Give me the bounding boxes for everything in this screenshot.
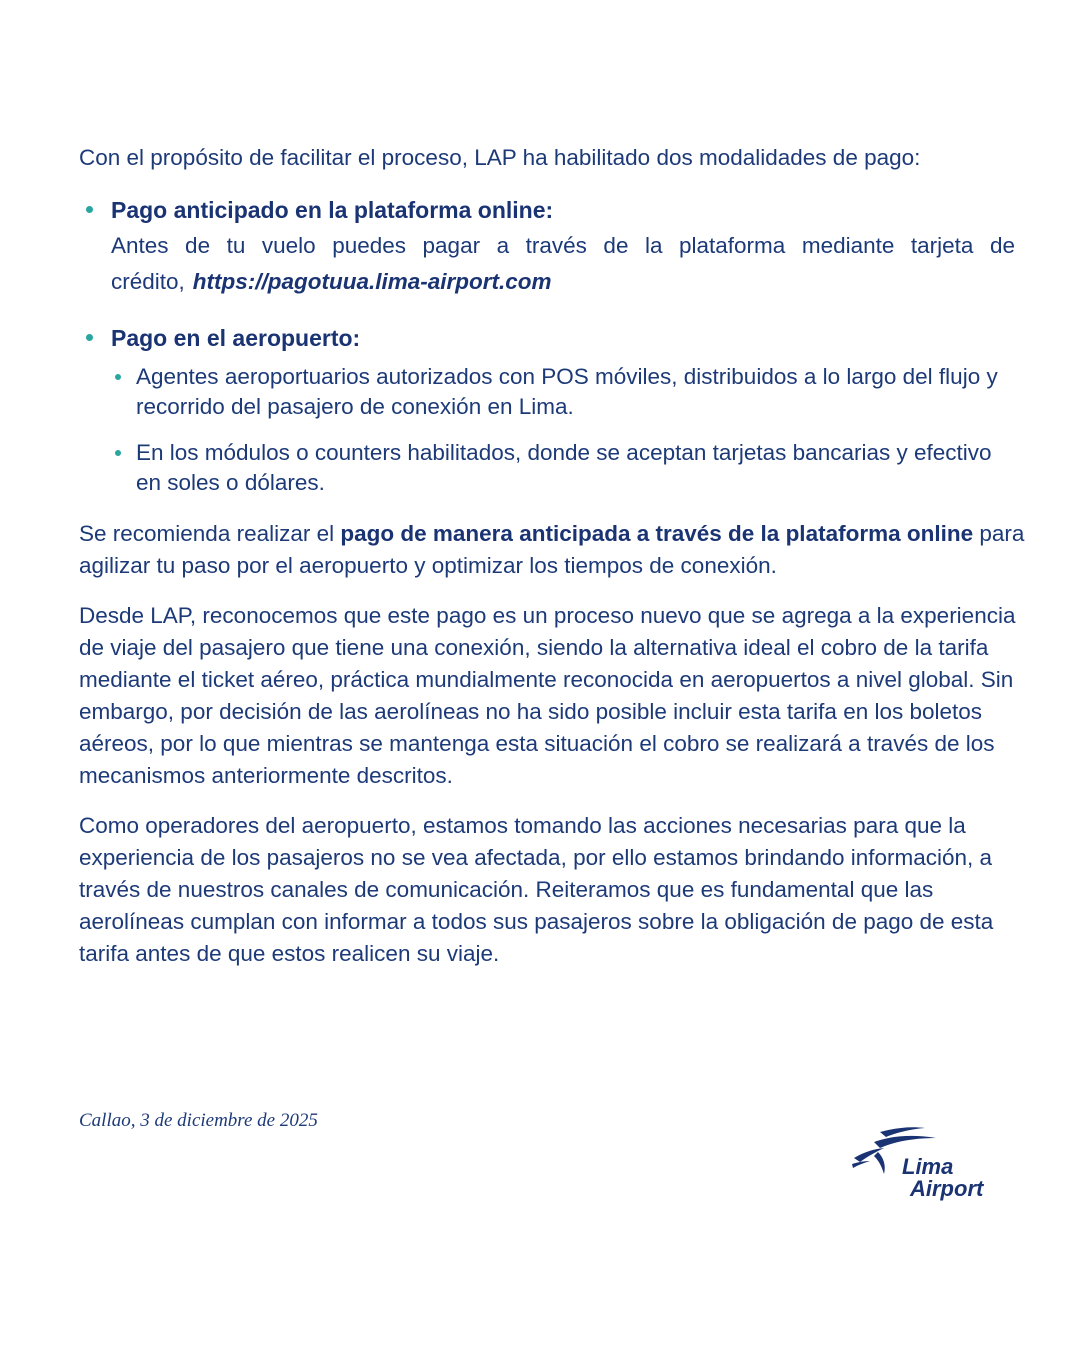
recommendation-paragraph xyxy=(79,518,1029,582)
list-item-text: Agentes aeroportuarios autorizados con POS móviles, distribuidos a lo largo del flujo y recorrido del pasajero de conexión en Lima. xyxy=(136,364,998,419)
logo-text-lima: Lima xyxy=(902,1154,954,1179)
statement-body xyxy=(79,142,1029,970)
intro-text: Con el propósito de facilitar el proceso, LAP ha habilitado dos modalidades de pago: xyxy=(79,145,921,170)
logo-text-airport: Airport xyxy=(910,1176,984,1201)
bullet-online-title: Pago anticipado en la plataforma online: xyxy=(111,197,554,223)
bullet-dot-icon xyxy=(115,450,121,456)
airport-options-list xyxy=(111,362,1029,498)
bullet-airport-title: Pago en el aeropuerto: xyxy=(111,325,361,351)
payment-url-link[interactable]: https://pagotuua.lima-airport.com xyxy=(192,269,552,294)
bullet-dot-icon xyxy=(115,374,121,380)
paragraph-operators: Como operadores del aeropuerto, estamos tomando las acciones necesarias para que la experiencia de los pasajeros no se vea afectada, por ello estamos brindando información, a través de nuestros canales de comunicación. Reiteramos que es fundamental que las aerolíneas cumplan con informar a todos sus pasajeros sobre la obligación de pago de esta tarifa antes de que estos realicen su viaje. xyxy=(79,813,994,966)
list-item xyxy=(111,362,1006,422)
bullet-online-text xyxy=(111,228,1015,300)
bullet-online-description: Antes de tu vuelo puedes pagar a través de la plataforma mediante tarjeta de crédito, xyxy=(111,233,1015,294)
lima-airport-logo xyxy=(850,1122,990,1206)
statement-date: Callao, 3 de diciembre de 2025 xyxy=(79,1110,318,1131)
recommendation-bold: pago de manera anticipada a través de la plataforma online xyxy=(340,521,974,546)
bullet-dot-icon xyxy=(86,334,93,341)
bullet-online-payment xyxy=(79,194,1029,300)
bullet-airport-payment xyxy=(79,322,1029,498)
recommendation-suffix: para agilizar tu paso por el aeropuerto y optimizar los tiempos de conexión. xyxy=(79,521,1025,578)
list-item-text: En los módulos o counters habilitados, donde se aceptan tarjetas bancarias y efectivo en soles o dólares. xyxy=(136,440,992,495)
list-item xyxy=(111,438,1006,498)
paragraph-recognition: Desde LAP, reconocemos que este pago es un proceso nuevo que se agrega a la experiencia de viaje del pasajero que tiene una conexión, siendo la alternativa ideal el cobro de la tarifa mediante el ticket aéreo, práctica mundialmente reconocida en aeropuertos a nivel global. Sin embargo, por decisión de las aerolíneas no ha sido posible incluir esta tarifa en los boletos aéreos, por lo que mientras se mantenga esta situación el cobro se realizará a través de los mecanismos anteriormente descritos. xyxy=(79,603,1016,788)
recommendation-prefix: Se recomienda realizar el xyxy=(79,521,341,546)
bullet-dot-icon xyxy=(86,206,93,213)
